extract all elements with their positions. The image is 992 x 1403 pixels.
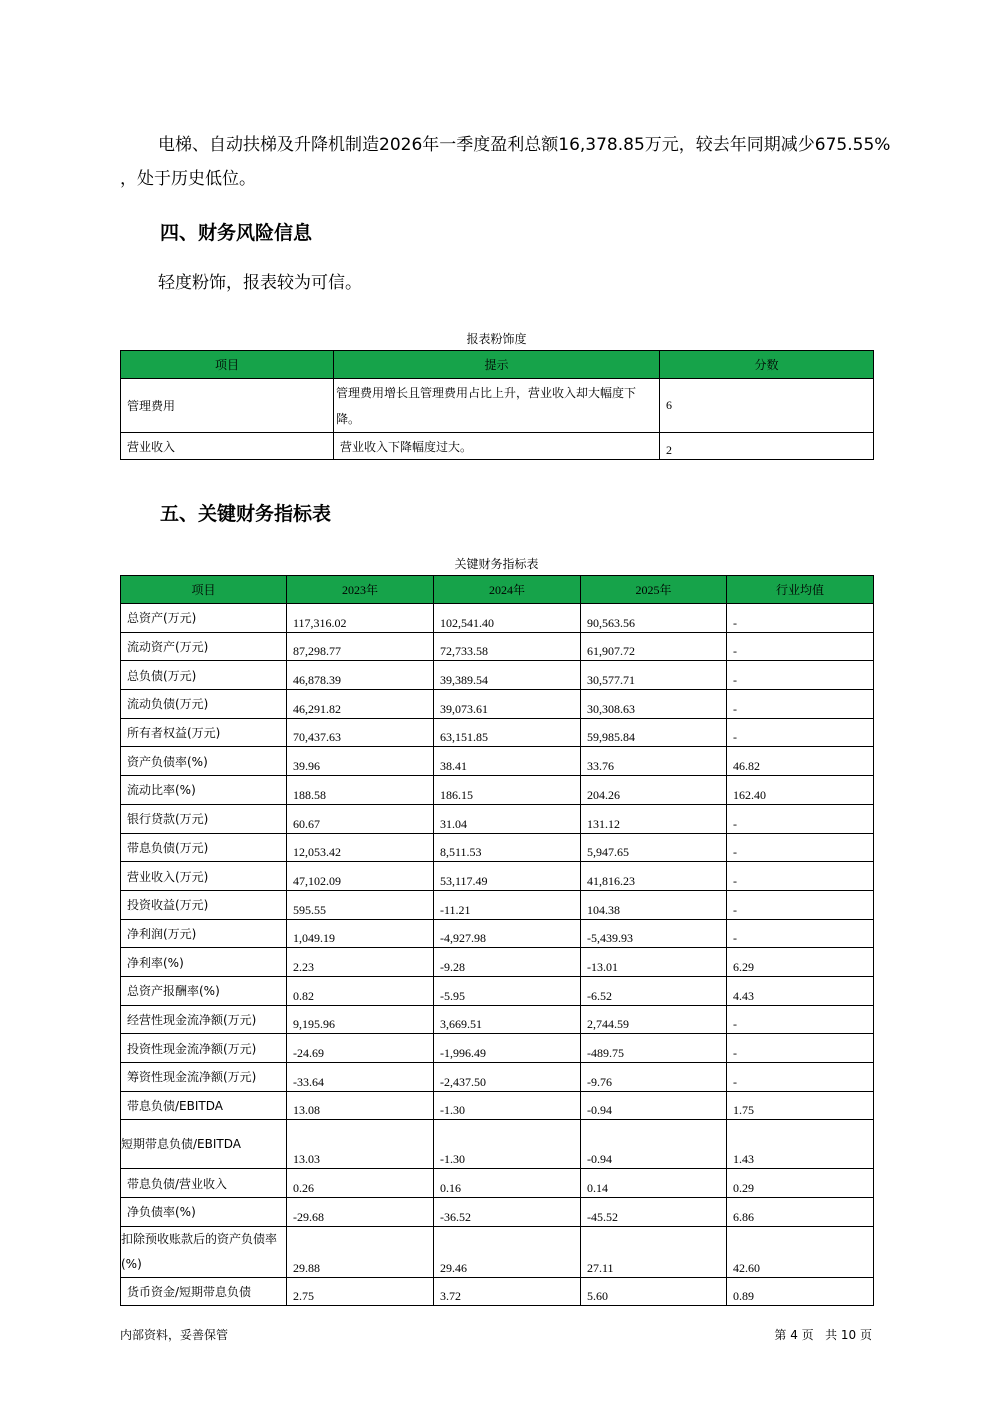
- kpi-value-2025: 30,308.63: [581, 690, 727, 719]
- kpi-table-body: [121, 604, 874, 1306]
- risk-table-header-row: [121, 351, 874, 379]
- kpi-industry-avg: -: [727, 833, 874, 862]
- kpi-value-2024: -1,996.49: [434, 1034, 581, 1063]
- section-4-heading: 四、财务风险信息: [160, 222, 313, 244]
- kpi-header-2023: 2023年: [287, 576, 434, 604]
- kpi-value-2024: 72,733.58: [434, 632, 581, 661]
- kpi-header-industry-avg: 行业均值: [727, 576, 874, 604]
- kpi-table-row: [121, 1277, 874, 1306]
- kpi-table-row: [121, 1120, 874, 1169]
- kpi-item: 投资性现金流净额(万元): [121, 1034, 287, 1063]
- kpi-industry-avg: -: [727, 862, 874, 891]
- kpi-value-2024: 31.04: [434, 804, 581, 833]
- kpi-value-2023: 0.26: [287, 1169, 434, 1198]
- risk-table-row: [121, 433, 874, 460]
- kpi-industry-avg: -: [727, 661, 874, 690]
- kpi-value-2023: 29.88: [287, 1226, 434, 1277]
- kpi-value-2025: -0.94: [581, 1120, 727, 1169]
- kpi-industry-avg: -: [727, 690, 874, 719]
- kpi-value-2024: 38.41: [434, 747, 581, 776]
- kpi-value-2024: 3,669.51: [434, 1005, 581, 1034]
- kpi-table: [120, 575, 874, 1306]
- kpi-item: 投资收益(万元): [121, 890, 287, 919]
- kpi-industry-avg: 1.43: [727, 1120, 874, 1169]
- kpi-value-2025: -0.94: [581, 1091, 727, 1120]
- kpi-value-2024: -1.30: [434, 1091, 581, 1120]
- kpi-item: 带息负债/EBITDA: [121, 1091, 287, 1120]
- intro-line-1: 电梯、自动扶梯及升降机制造2026年一季度盈利总额16,378.85万元，较去年同期减少675.55%: [158, 135, 891, 155]
- kpi-item: 带息负债/营业收入: [121, 1169, 287, 1198]
- kpi-table-row: [121, 890, 874, 919]
- risk-hint: 营业收入下降幅度过大。: [334, 433, 660, 460]
- kpi-value-2025: 204.26: [581, 776, 727, 805]
- risk-header-item: 项目: [121, 351, 334, 379]
- kpi-item: 流动负债(万元): [121, 690, 287, 719]
- kpi-value-2023: -29.68: [287, 1198, 434, 1227]
- kpi-item: 净利润(万元): [121, 919, 287, 948]
- kpi-value-2024: -2,437.50: [434, 1063, 581, 1092]
- kpi-value-2025: -9.76: [581, 1063, 727, 1092]
- kpi-industry-avg: 1.75: [727, 1091, 874, 1120]
- kpi-value-2024: -11.21: [434, 890, 581, 919]
- kpi-value-2025: 41,816.23: [581, 862, 727, 891]
- kpi-value-2025: -6.52: [581, 976, 727, 1005]
- kpi-value-2025: -489.75: [581, 1034, 727, 1063]
- kpi-value-2025: -13.01: [581, 948, 727, 977]
- kpi-item: 经营性现金流净额(万元): [121, 1005, 287, 1034]
- kpi-value-2024: -5.95: [434, 976, 581, 1005]
- kpi-value-2023: 60.67: [287, 804, 434, 833]
- kpi-item: 扣除预收账款后的资产负债率(%): [121, 1226, 287, 1277]
- kpi-value-2025: -5,439.93: [581, 919, 727, 948]
- intro-paragraph: [120, 128, 900, 196]
- intro-line-2: ，处于历史低位。: [120, 169, 256, 189]
- risk-table-caption: 报表粉饰度: [466, 332, 527, 346]
- section-5-heading: 五、关键财务指标表: [160, 503, 332, 525]
- kpi-value-2023: 117,316.02: [287, 604, 434, 633]
- kpi-value-2024: -36.52: [434, 1198, 581, 1227]
- kpi-value-2025: 30,577.71: [581, 661, 727, 690]
- kpi-industry-avg: -: [727, 1063, 874, 1092]
- risk-item: 营业收入: [121, 433, 334, 460]
- footer-page-number: 第 4 页 共 10 页: [774, 1328, 872, 1342]
- kpi-value-2025: 90,563.56: [581, 604, 727, 633]
- kpi-table-row: [121, 632, 874, 661]
- kpi-value-2023: 13.03: [287, 1120, 434, 1169]
- kpi-value-2025: 61,907.72: [581, 632, 727, 661]
- kpi-industry-avg: 6.29: [727, 948, 874, 977]
- kpi-value-2024: 3.72: [434, 1277, 581, 1306]
- kpi-industry-avg: 0.89: [727, 1277, 874, 1306]
- section-4-paragraph: 轻度粉饰，报表较为可信。: [158, 273, 362, 293]
- kpi-table-row: [121, 862, 874, 891]
- kpi-value-2025: 0.14: [581, 1169, 727, 1198]
- kpi-value-2024: 53,117.49: [434, 862, 581, 891]
- risk-score: 6: [660, 379, 874, 433]
- kpi-table-row: [121, 1226, 874, 1277]
- footer-left: 内部资料，妥善保管: [120, 1328, 229, 1342]
- kpi-value-2023: 1,049.19: [287, 919, 434, 948]
- kpi-table-row: [121, 804, 874, 833]
- kpi-item: 资产负债率(%): [121, 747, 287, 776]
- kpi-value-2024: 186.15: [434, 776, 581, 805]
- kpi-industry-avg: -: [727, 890, 874, 919]
- kpi-table-row: [121, 718, 874, 747]
- kpi-table-row: [121, 747, 874, 776]
- kpi-item: 银行贷款(万元): [121, 804, 287, 833]
- risk-header-score: 分数: [660, 351, 874, 379]
- risk-item: 管理费用: [121, 379, 334, 433]
- kpi-table-row: [121, 1198, 874, 1227]
- kpi-value-2025: 5.60: [581, 1277, 727, 1306]
- kpi-value-2023: 70,437.63: [287, 718, 434, 747]
- kpi-value-2023: 2.23: [287, 948, 434, 977]
- kpi-value-2024: 8,511.53: [434, 833, 581, 862]
- kpi-item: 短期带息负债/EBITDA: [121, 1120, 287, 1169]
- kpi-table-header-row: [121, 576, 874, 604]
- kpi-industry-avg: 0.29: [727, 1169, 874, 1198]
- kpi-header-item: 项目: [121, 576, 287, 604]
- kpi-industry-avg: -: [727, 919, 874, 948]
- kpi-value-2023: -24.69: [287, 1034, 434, 1063]
- kpi-table-row: [121, 833, 874, 862]
- risk-table-row: [121, 379, 874, 433]
- kpi-value-2025: 33.76: [581, 747, 727, 776]
- kpi-item: 净负债率(%): [121, 1198, 287, 1227]
- kpi-value-2023: 595.55: [287, 890, 434, 919]
- kpi-table-row: [121, 690, 874, 719]
- kpi-item: 货币资金/短期带息负债: [121, 1277, 287, 1306]
- kpi-value-2025: 104.38: [581, 890, 727, 919]
- kpi-value-2024: 63,151.85: [434, 718, 581, 747]
- risk-header-hint: 提示: [334, 351, 660, 379]
- kpi-value-2024: 39,389.54: [434, 661, 581, 690]
- kpi-item: 营业收入(万元): [121, 862, 287, 891]
- kpi-industry-avg: 4.43: [727, 976, 874, 1005]
- kpi-item: 流动比率(%): [121, 776, 287, 805]
- kpi-value-2025: 59,985.84: [581, 718, 727, 747]
- risk-table: [120, 350, 874, 460]
- kpi-industry-avg: -: [727, 1005, 874, 1034]
- kpi-value-2023: 9,195.96: [287, 1005, 434, 1034]
- kpi-value-2024: 29.46: [434, 1226, 581, 1277]
- kpi-table-row: [121, 1091, 874, 1120]
- kpi-table-row: [121, 661, 874, 690]
- kpi-table-row: [121, 919, 874, 948]
- kpi-header-2025: 2025年: [581, 576, 727, 604]
- kpi-header-2024: 2024年: [434, 576, 581, 604]
- kpi-value-2024: 102,541.40: [434, 604, 581, 633]
- kpi-value-2023: 47,102.09: [287, 862, 434, 891]
- kpi-value-2024: 39,073.61: [434, 690, 581, 719]
- kpi-value-2025: 131.12: [581, 804, 727, 833]
- kpi-value-2023: 0.82: [287, 976, 434, 1005]
- kpi-item: 总资产报酬率(%): [121, 976, 287, 1005]
- kpi-item: 所有者权益(万元): [121, 718, 287, 747]
- kpi-value-2023: 46,878.39: [287, 661, 434, 690]
- kpi-value-2025: 27.11: [581, 1226, 727, 1277]
- kpi-table-caption: 关键财务指标表: [454, 557, 539, 571]
- risk-hint: 管理费用增长且管理费用占比上升，营业收入却大幅度下降。: [334, 379, 660, 433]
- kpi-value-2023: 13.08: [287, 1091, 434, 1120]
- kpi-industry-avg: -: [727, 1034, 874, 1063]
- kpi-table-row: [121, 1063, 874, 1092]
- kpi-value-2024: -9.28: [434, 948, 581, 977]
- kpi-table-row: [121, 1034, 874, 1063]
- kpi-value-2025: 2,744.59: [581, 1005, 727, 1034]
- kpi-item: 筹资性现金流净额(万元): [121, 1063, 287, 1092]
- kpi-industry-avg: 42.60: [727, 1226, 874, 1277]
- kpi-industry-avg: 46.82: [727, 747, 874, 776]
- kpi-table-row: [121, 948, 874, 977]
- kpi-item: 总负债(万元): [121, 661, 287, 690]
- kpi-item: 净利率(%): [121, 948, 287, 977]
- kpi-value-2023: 87,298.77: [287, 632, 434, 661]
- kpi-table-row: [121, 976, 874, 1005]
- kpi-value-2023: 2.75: [287, 1277, 434, 1306]
- kpi-value-2023: 46,291.82: [287, 690, 434, 719]
- kpi-industry-avg: -: [727, 718, 874, 747]
- kpi-item: 总资产(万元): [121, 604, 287, 633]
- kpi-industry-avg: 6.86: [727, 1198, 874, 1227]
- kpi-industry-avg: -: [727, 632, 874, 661]
- kpi-value-2024: -1.30: [434, 1120, 581, 1169]
- kpi-industry-avg: 162.40: [727, 776, 874, 805]
- kpi-industry-avg: -: [727, 804, 874, 833]
- kpi-value-2023: 188.58: [287, 776, 434, 805]
- kpi-value-2023: -33.64: [287, 1063, 434, 1092]
- kpi-value-2023: 12,053.42: [287, 833, 434, 862]
- kpi-value-2024: -4,927.98: [434, 919, 581, 948]
- kpi-item: 带息负债(万元): [121, 833, 287, 862]
- kpi-table-row: [121, 1169, 874, 1198]
- kpi-table-row: [121, 1005, 874, 1034]
- kpi-table-row: [121, 776, 874, 805]
- kpi-value-2024: 0.16: [434, 1169, 581, 1198]
- kpi-industry-avg: -: [727, 604, 874, 633]
- kpi-table-row: [121, 604, 874, 633]
- risk-score: 2: [660, 433, 874, 460]
- kpi-item: 流动资产(万元): [121, 632, 287, 661]
- kpi-value-2025: -45.52: [581, 1198, 727, 1227]
- kpi-value-2025: 5,947.65: [581, 833, 727, 862]
- kpi-value-2023: 39.96: [287, 747, 434, 776]
